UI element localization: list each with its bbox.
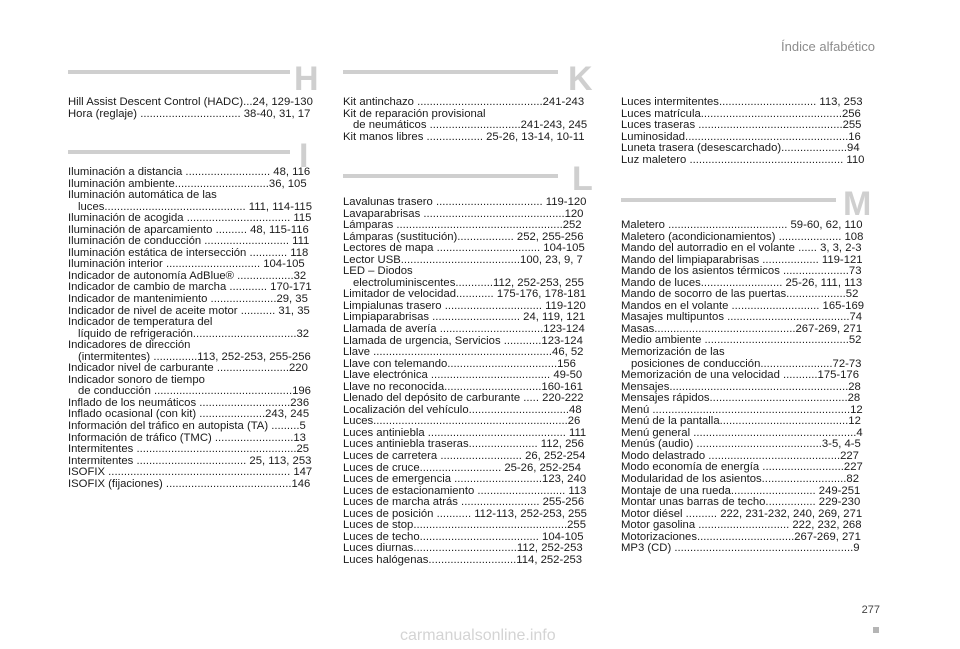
index-entry: Motorizaciones...............................267-269, 271 bbox=[621, 530, 861, 543]
index-entry: LED – Diodos bbox=[343, 265, 413, 278]
index-entry: Localización del vehículo................................48 bbox=[343, 403, 582, 416]
index-entry: Mando de socorro de las puertas...................52 bbox=[621, 288, 859, 301]
index-entry: Iluminación estática de intersección ............ 118 bbox=[68, 246, 309, 259]
index-entry: Mando de luces.......................... 25-26, 111, 113 bbox=[621, 276, 863, 289]
index-entry: Luces de carretera .......................... 26, 252-254 bbox=[343, 450, 586, 463]
index-entry: Llamada de avería .................................123-124 bbox=[343, 323, 585, 336]
index-entry: de conducción ............................................196 bbox=[78, 385, 311, 398]
index-entry: Motor diésel .......... 222, 231-232, 240, 269, 271 bbox=[621, 507, 863, 520]
index-entry: Indicador de autonomía AdBlue® ..................32 bbox=[68, 269, 307, 282]
index-entry: Menú ...............................................................12 bbox=[621, 403, 863, 416]
index-entry: Lavaparabrisas .............................................120 bbox=[343, 207, 584, 220]
entries-l-continued bbox=[621, 97, 864, 166]
index-entry: Medio ambiente ..............................................52 bbox=[621, 334, 862, 347]
section-letter-h: H bbox=[294, 60, 319, 98]
index-entry: Intermitentes ................................... 25, 113, 253 bbox=[68, 454, 312, 467]
index-entry: Luneta trasera (desescarchado).....................94 bbox=[621, 142, 860, 155]
index-entry: Indicador de nivel de aceite motor ........... 31, 35 bbox=[68, 304, 310, 317]
index-entry: Lector USB......................................100, 23, 9, 7 bbox=[343, 253, 583, 266]
index-entry: Luz maletero ................................................. 110 bbox=[621, 153, 865, 166]
index-entry: Iluminación interior .............................. 104-105 bbox=[68, 258, 305, 271]
index-entry: Maletero ...................................... 59-60, 62, 110 bbox=[621, 219, 863, 231]
index-entry: Mando de los asientos térmicos .....................73 bbox=[621, 265, 862, 278]
index-entry: Kit manos libres .................. 25-26, 13-14, 10-11 bbox=[343, 130, 585, 143]
index-entry: Luces intermitentes............................... 113, 253 bbox=[621, 96, 863, 108]
index-entry: Indicador de cambio de marcha ............ 170-171 bbox=[68, 281, 312, 294]
page-marker bbox=[873, 627, 879, 633]
index-entry: Mando del autorradio en el volante ...... 3, 3, 2-3 bbox=[621, 242, 862, 255]
section-rule-h bbox=[68, 70, 290, 74]
index-entry: Lectores de mapa ................................. 104-105 bbox=[343, 242, 585, 255]
index-entry: Llave no reconocida...............................160-161 bbox=[343, 380, 583, 393]
watermark: carmanualsonline.info bbox=[400, 627, 556, 644]
section-letter-m: M bbox=[843, 185, 872, 223]
index-entry: Iluminación automática de las bbox=[68, 189, 217, 202]
index-entry: Iluminación de aparcamiento .......... 48, 115-116 bbox=[68, 223, 309, 236]
index-entry: de neumáticos .............................241-243, 245 bbox=[353, 119, 588, 132]
index-entry: posiciones de conducción.......................72-73 bbox=[631, 357, 862, 370]
index-entry: luces............................................. 111, 114-115 bbox=[78, 200, 312, 213]
index-entry: Iluminación de acogida ................................. 115 bbox=[68, 212, 312, 225]
section-rule-k bbox=[343, 70, 558, 74]
index-entry: Mandos en el volante ............................ 165-169 bbox=[621, 299, 865, 312]
index-entry: Llave electrónica ...................................... 49-50 bbox=[343, 369, 583, 382]
index-entry: Lámparas (sustitución).................. 252, 255-256 bbox=[343, 230, 584, 243]
index-entry: Masajes multipuntos .......................................74 bbox=[621, 311, 863, 324]
index-entry: Luces..............................................................26 bbox=[343, 415, 581, 428]
entries-m bbox=[621, 220, 864, 555]
index-entry: Indicador nivel de carburante .......................220 bbox=[68, 362, 308, 375]
index-entry: Iluminación a distancia ........................... 48, 116 bbox=[68, 166, 311, 178]
index-entry: Montar unas barras de techo................ 229-230 bbox=[621, 496, 861, 509]
index-entry: Limitador de velocidad............ 175-176, 178-181 bbox=[343, 288, 587, 301]
index-entry: Luces antiniebla traseras...................... 112, 256 bbox=[343, 438, 584, 451]
index-entry: MP3 (CD) .........................................................9 bbox=[621, 542, 860, 555]
index-entry: Indicador de mantenimiento .....................29, 35 bbox=[68, 293, 308, 306]
index-entry: Luces de posición ........... 112-113, 252-253, 255 bbox=[343, 507, 587, 520]
index-entry: Modo economía de energía ..........................227 bbox=[621, 461, 863, 474]
index-entry: Motor gasolina ............................. 222, 232, 268 bbox=[621, 519, 862, 532]
index-entry: Lavalunas trasero .................................. 119-120 bbox=[343, 196, 587, 208]
index-entry: Luces halógenas............................114, 252-253 bbox=[343, 553, 583, 566]
index-entry: Información de tráfico (TMC) .........................13 bbox=[68, 431, 306, 444]
page-header-title: Índice alfabético bbox=[781, 39, 875, 54]
index-entry: Menús (audio) ........................................3-5, 4-5 bbox=[621, 438, 861, 451]
index-entry: Lámparas .....................................................252 bbox=[343, 219, 582, 232]
index-entry: Indicador sonoro de tiempo bbox=[68, 373, 205, 386]
index-entry: Limpiaparabrisas ............................ 24, 119, 121 bbox=[343, 311, 586, 324]
section-rule-m bbox=[621, 198, 836, 202]
index-entry: Modularidad de los asientos...........................82 bbox=[621, 473, 859, 486]
index-entry: Llave con telemando...................................156 bbox=[343, 357, 576, 370]
index-entry: Mando del limpiaparabrisas .................. 119-121 bbox=[621, 253, 863, 266]
index-entry: Indicador de temperatura del bbox=[68, 316, 213, 329]
index-entry: Mensajes rápidos............................................28 bbox=[621, 392, 861, 405]
section-letter-i: I bbox=[299, 137, 309, 175]
index-entry: Inflado ocasional (con kit) .....................243, 245 bbox=[68, 408, 310, 421]
index-entry: Limpialunas trasero ............................... 119-120 bbox=[343, 299, 586, 312]
index-entry: Llave .........................................................46, 52 bbox=[343, 346, 584, 359]
index-entry: líquido de refrigeración.................................32 bbox=[78, 327, 310, 340]
index-entry: Iluminación de conducción ........................... 111 bbox=[68, 235, 310, 248]
index-entry: Iluminación ambiente..............................36, 105 bbox=[68, 177, 307, 190]
index-entry: ISOFIX .......................................................... 147 bbox=[68, 466, 313, 479]
index-entry: Llamada de urgencia, Servicios ............123-124 bbox=[343, 334, 583, 347]
index-entry: Modo delastrado ..........................................227 bbox=[621, 449, 859, 462]
index-entry: Memorización de una velocidad ...........175-176 bbox=[621, 369, 859, 382]
section-rule-i bbox=[68, 150, 290, 154]
index-entry: Luces traseras ..............................................255 bbox=[621, 119, 862, 132]
index-entry: Llenado del depósito de carburante ..... 220-222 bbox=[343, 392, 584, 405]
entries-h bbox=[68, 97, 313, 120]
entries-l bbox=[343, 197, 587, 567]
index-entry: Kit antinchazo ........................................241-243 bbox=[343, 96, 585, 108]
index-entry: Luces de emergencia ............................123, 240 bbox=[343, 473, 587, 486]
entries-i bbox=[68, 167, 312, 490]
index-entry: Luces matrícula.............................................256 bbox=[621, 107, 861, 120]
index-entry: Luces de stop.................................................255 bbox=[343, 519, 586, 532]
index-entry: (intermitentes) ..............113, 252-253, 255-256 bbox=[78, 350, 311, 363]
page-number: 277 bbox=[861, 604, 880, 616]
index-entry: Inflado de los neumáticos .............................236 bbox=[68, 396, 310, 409]
index-entry: Montaje de una rueda........................... 249-251 bbox=[621, 484, 861, 497]
index-entry: Kit de reparación provisional bbox=[343, 107, 486, 120]
index-entry: Hill Assist Descent Control (HADC)...24, 129-130 bbox=[68, 96, 313, 108]
index-entry: Menú general ....................................................4 bbox=[621, 426, 863, 439]
index-entry: Luminosidad....................................................16 bbox=[621, 130, 861, 143]
section-letter-k: K bbox=[568, 60, 593, 98]
section-rule-l bbox=[343, 174, 558, 178]
index-entry: Luces de techo...................................... 104-105 bbox=[343, 530, 584, 543]
index-entry: Menú de la pantalla.........................................12 bbox=[621, 415, 861, 428]
index-entry: electroluminiscentes............112, 252-253, 255 bbox=[353, 276, 584, 289]
index-entry: ISOFIX (fijaciones) ........................................146 bbox=[68, 477, 311, 490]
index-entry: Luces antiniebla ............................................ 111 bbox=[343, 426, 587, 439]
index-entry: Luces de estacionamiento ............................ 113 bbox=[343, 484, 587, 497]
index-entry: Memorización de las bbox=[621, 346, 725, 359]
index-entry: Luces de cruce.......................... 25-26, 252-254 bbox=[343, 461, 581, 474]
index-entry: Hora (reglaje) ................................ 38-40, 31, 17 bbox=[68, 107, 311, 120]
index-entry: Mensajes.........................................................28 bbox=[621, 380, 861, 393]
index-entry: Indicadores de dirección bbox=[68, 339, 191, 352]
index-entry: Luces diurnas.................................112, 252-253 bbox=[343, 542, 583, 555]
index-entry: Maletero (acondicionamientos) .................... 108 bbox=[621, 230, 864, 243]
entries-k bbox=[343, 97, 587, 143]
index-entry: Luces de marcha atrás ......................... 255-256 bbox=[343, 496, 585, 509]
index-entry: Masas.............................................267-269, 271 bbox=[621, 322, 863, 335]
section-letter-l: L bbox=[572, 160, 593, 198]
index-entry: Intermitentes ...................................................25 bbox=[68, 443, 310, 456]
index-entry: Información del tráfico en autopista (TA) .........5 bbox=[68, 420, 306, 433]
